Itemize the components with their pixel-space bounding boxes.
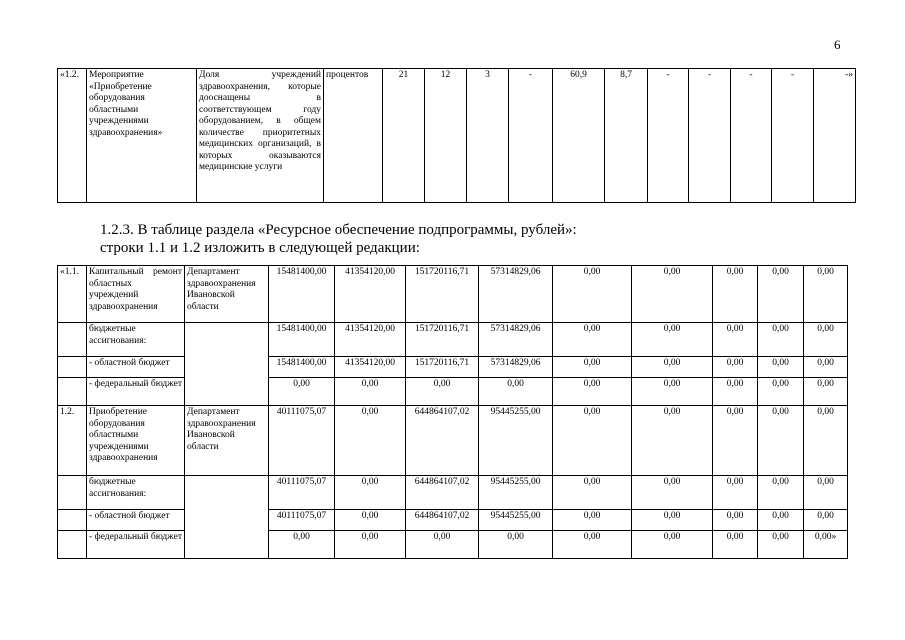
value-cell: 60,9	[553, 69, 605, 203]
row-number: «1.1.	[58, 266, 87, 323]
executor-cell: Департамент здравоохранения Ивановской области	[185, 406, 269, 476]
amount-cell: 40111075,07	[269, 406, 335, 476]
amount-cell: 15481400,00	[269, 266, 335, 323]
amount-cell: 57314829,06	[479, 357, 553, 378]
row-number: 1.2.	[58, 406, 87, 476]
amount-cell: 0,00	[804, 476, 848, 510]
amount-cell: 0,00	[479, 531, 553, 559]
amount-cell: 0,00	[335, 378, 406, 406]
amount-cell: 41354120,00	[335, 357, 406, 378]
amount-cell: 0,00	[553, 357, 632, 378]
amount-cell: 0,00	[804, 323, 848, 357]
amount-cell: 57314829,06	[479, 323, 553, 357]
amount-cell: 0,00	[632, 510, 713, 531]
amount-cell: 0,00»	[804, 531, 848, 559]
funding-row	[58, 323, 848, 357]
amount-cell: 95445255,00	[479, 476, 553, 510]
amount-cell: 40111075,07	[269, 510, 335, 531]
indicator-description: Доля учреждений здравоохранения, которые дооснащены в соответствующем году оборудованием, в общем количестве приоритетных медицинских организаций, в которых оказываются медицинские услуги	[197, 69, 324, 203]
amount-cell: 0,00	[632, 323, 713, 357]
value-cell: -	[648, 69, 689, 203]
amount-cell: 95445255,00	[479, 406, 553, 476]
funding-label: бюджетные ассигнования:	[87, 476, 185, 510]
measure-name: Мероприятие «Приобретение оборудования областными учреждениями здравоохранения»	[87, 69, 197, 203]
amount-cell: 0,00	[335, 476, 406, 510]
amount-cell: 0,00	[758, 323, 804, 357]
funding-label: бюджетные ассигнования:	[87, 323, 185, 357]
activity-name: Приобретение оборудования областными учреждениями здравоохранения	[87, 406, 185, 476]
amount-cell: 0,00	[553, 378, 632, 406]
amount-cell: 0,00	[804, 378, 848, 406]
value-cell: -	[689, 69, 731, 203]
amount-cell: 0,00	[632, 357, 713, 378]
amount-cell: 0,00	[758, 266, 804, 323]
row-number	[58, 531, 87, 559]
row-number	[58, 510, 87, 531]
amount-cell: 0,00	[713, 357, 758, 378]
amount-cell: 41354120,00	[335, 323, 406, 357]
funding-row	[58, 510, 848, 531]
indicators-table	[57, 68, 856, 203]
amount-cell: 41354120,00	[335, 266, 406, 323]
row-number	[58, 476, 87, 510]
amount-cell: 0,00	[335, 510, 406, 531]
indicator-row	[58, 69, 856, 203]
resource-table	[57, 265, 848, 559]
amount-cell: 0,00	[269, 531, 335, 559]
amount-cell: 0,00	[713, 266, 758, 323]
executor-cell: Департамент здравоохранения Ивановской области	[185, 266, 269, 323]
amount-cell: 0,00	[758, 476, 804, 510]
amendment-text-line2: строки 1.1 и 1.2 изложить в следующей редакции:	[100, 240, 420, 256]
value-cell: -»	[814, 69, 856, 203]
amount-cell: 0,00	[713, 323, 758, 357]
funding-label: - федеральный бюджет	[87, 378, 185, 406]
amount-cell: 0,00	[632, 531, 713, 559]
activity-name: Капитальный ремонт областных учреждений здравоохранения	[87, 266, 185, 323]
amendment-text-line1: 1.2.3. В таблице раздела «Ресурсное обеспечение подпрограммы, рублей»:	[100, 222, 577, 238]
row-number	[58, 323, 87, 357]
value-cell: 21	[383, 69, 425, 203]
amount-cell: 0,00	[804, 357, 848, 378]
amount-cell: 0,00	[804, 266, 848, 323]
funding-row	[58, 476, 848, 510]
amount-cell: 0,00	[553, 476, 632, 510]
amount-cell: 0,00	[553, 531, 632, 559]
row-number	[58, 357, 87, 378]
value-cell: 12	[425, 69, 467, 203]
amount-cell: 151720116,71	[406, 266, 479, 323]
amount-cell: 0,00	[632, 476, 713, 510]
amount-cell: 57314829,06	[479, 266, 553, 323]
amount-cell: 0,00	[406, 378, 479, 406]
funding-label: - федеральный бюджет	[87, 531, 185, 559]
amount-cell: 40111075,07	[269, 476, 335, 510]
amount-cell: 0,00	[713, 510, 758, 531]
row-number: «1.2.	[58, 69, 87, 203]
amount-cell: 644864107,02	[406, 406, 479, 476]
row-number	[58, 378, 87, 406]
funding-row	[58, 378, 848, 406]
amount-cell: 0,00	[713, 406, 758, 476]
funding-row	[58, 357, 848, 378]
funding-row	[58, 531, 848, 559]
amount-cell: 0,00	[632, 266, 713, 323]
amount-cell: 0,00	[713, 378, 758, 406]
funding-label: - областной бюджет	[87, 357, 185, 378]
amount-cell: 0,00	[804, 510, 848, 531]
amount-cell: 0,00	[713, 531, 758, 559]
amount-cell: 0,00	[335, 531, 406, 559]
value-cell: 3	[467, 69, 509, 203]
amount-cell: 0,00	[335, 406, 406, 476]
executor-cell	[185, 476, 269, 559]
amount-cell: 0,00	[632, 406, 713, 476]
amount-cell: 0,00	[758, 406, 804, 476]
amount-cell: 0,00	[553, 406, 632, 476]
amount-cell: 15481400,00	[269, 323, 335, 357]
amount-cell: 0,00	[804, 406, 848, 476]
unit-cell: процентов	[324, 69, 383, 203]
amount-cell: 0,00	[632, 378, 713, 406]
amount-cell: 151720116,71	[406, 323, 479, 357]
amount-cell: 0,00	[479, 378, 553, 406]
amount-cell: 15481400,00	[269, 357, 335, 378]
activity-row	[58, 406, 848, 476]
funding-label: - областной бюджет	[87, 510, 185, 531]
activity-row	[58, 266, 848, 323]
amount-cell: 0,00	[553, 510, 632, 531]
amount-cell: 0,00	[406, 531, 479, 559]
amount-cell: 0,00	[553, 266, 632, 323]
amount-cell: 95445255,00	[479, 510, 553, 531]
value-cell: 8,7	[605, 69, 648, 203]
amount-cell: 644864107,02	[406, 476, 479, 510]
value-cell: -	[731, 69, 772, 203]
value-cell: -	[772, 69, 814, 203]
amount-cell: 0,00	[758, 510, 804, 531]
amount-cell: 151720116,71	[406, 357, 479, 378]
value-cell: -	[509, 69, 553, 203]
page-number: 6	[834, 37, 841, 52]
amount-cell: 0,00	[758, 378, 804, 406]
amount-cell: 644864107,02	[406, 510, 479, 531]
executor-cell	[185, 323, 269, 406]
amount-cell: 0,00	[758, 531, 804, 559]
amount-cell: 0,00	[713, 476, 758, 510]
amount-cell: 0,00	[269, 378, 335, 406]
amount-cell: 0,00	[553, 323, 632, 357]
amount-cell: 0,00	[758, 357, 804, 378]
